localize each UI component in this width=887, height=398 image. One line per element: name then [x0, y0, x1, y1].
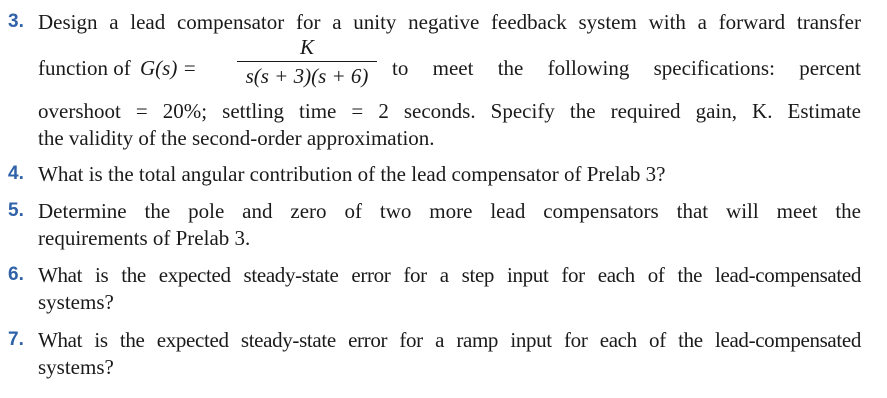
question-number: 3. — [8, 11, 24, 32]
question-text-line: systems? — [38, 355, 114, 379]
question-text-line: overshoot = 20%; settling time = 2 seconds. Specify the required gain, K. Estimate — [38, 99, 861, 123]
fraction-numerator: K — [299, 35, 314, 59]
question-text-line: Determine the pole and zero of two more lead compensators that will meet the — [38, 199, 861, 223]
fraction-bar — [237, 61, 377, 62]
question-text-line: What is the expected steady-state error for a ramp input for each of the lead-compensated — [38, 328, 861, 352]
cut-off-next-line — [8, 388, 887, 398]
question-text-line: the validity of the second-order approximation. — [38, 126, 435, 150]
question-text-line: What is the total angular contribution of the lead compensator of Prelab 3? — [38, 162, 666, 186]
question-number: 6. — [8, 264, 24, 285]
question-text-line: systems? — [38, 290, 114, 314]
question-text-line: function of G(s) = — [38, 56, 197, 80]
question-number: 5. — [8, 200, 24, 221]
function-label: G(s) = — [139, 56, 197, 80]
transfer-function-fraction — [237, 35, 377, 88]
question-text-line: What is the expected steady-state error for a step input for each of the lead-compensated — [38, 263, 861, 287]
fraction-denominator: s(s + 3)(s + 6) — [245, 64, 369, 88]
question-number: 7. — [8, 329, 24, 350]
question-text-line: Design a lead compensator for a unity negative feedback system with a forward transfer — [38, 10, 861, 34]
question-text-line: to meet the following specifications: percent — [392, 56, 861, 80]
question-number: 4. — [8, 163, 24, 184]
question-text-line: requirements of Prelab 3. — [38, 226, 251, 250]
